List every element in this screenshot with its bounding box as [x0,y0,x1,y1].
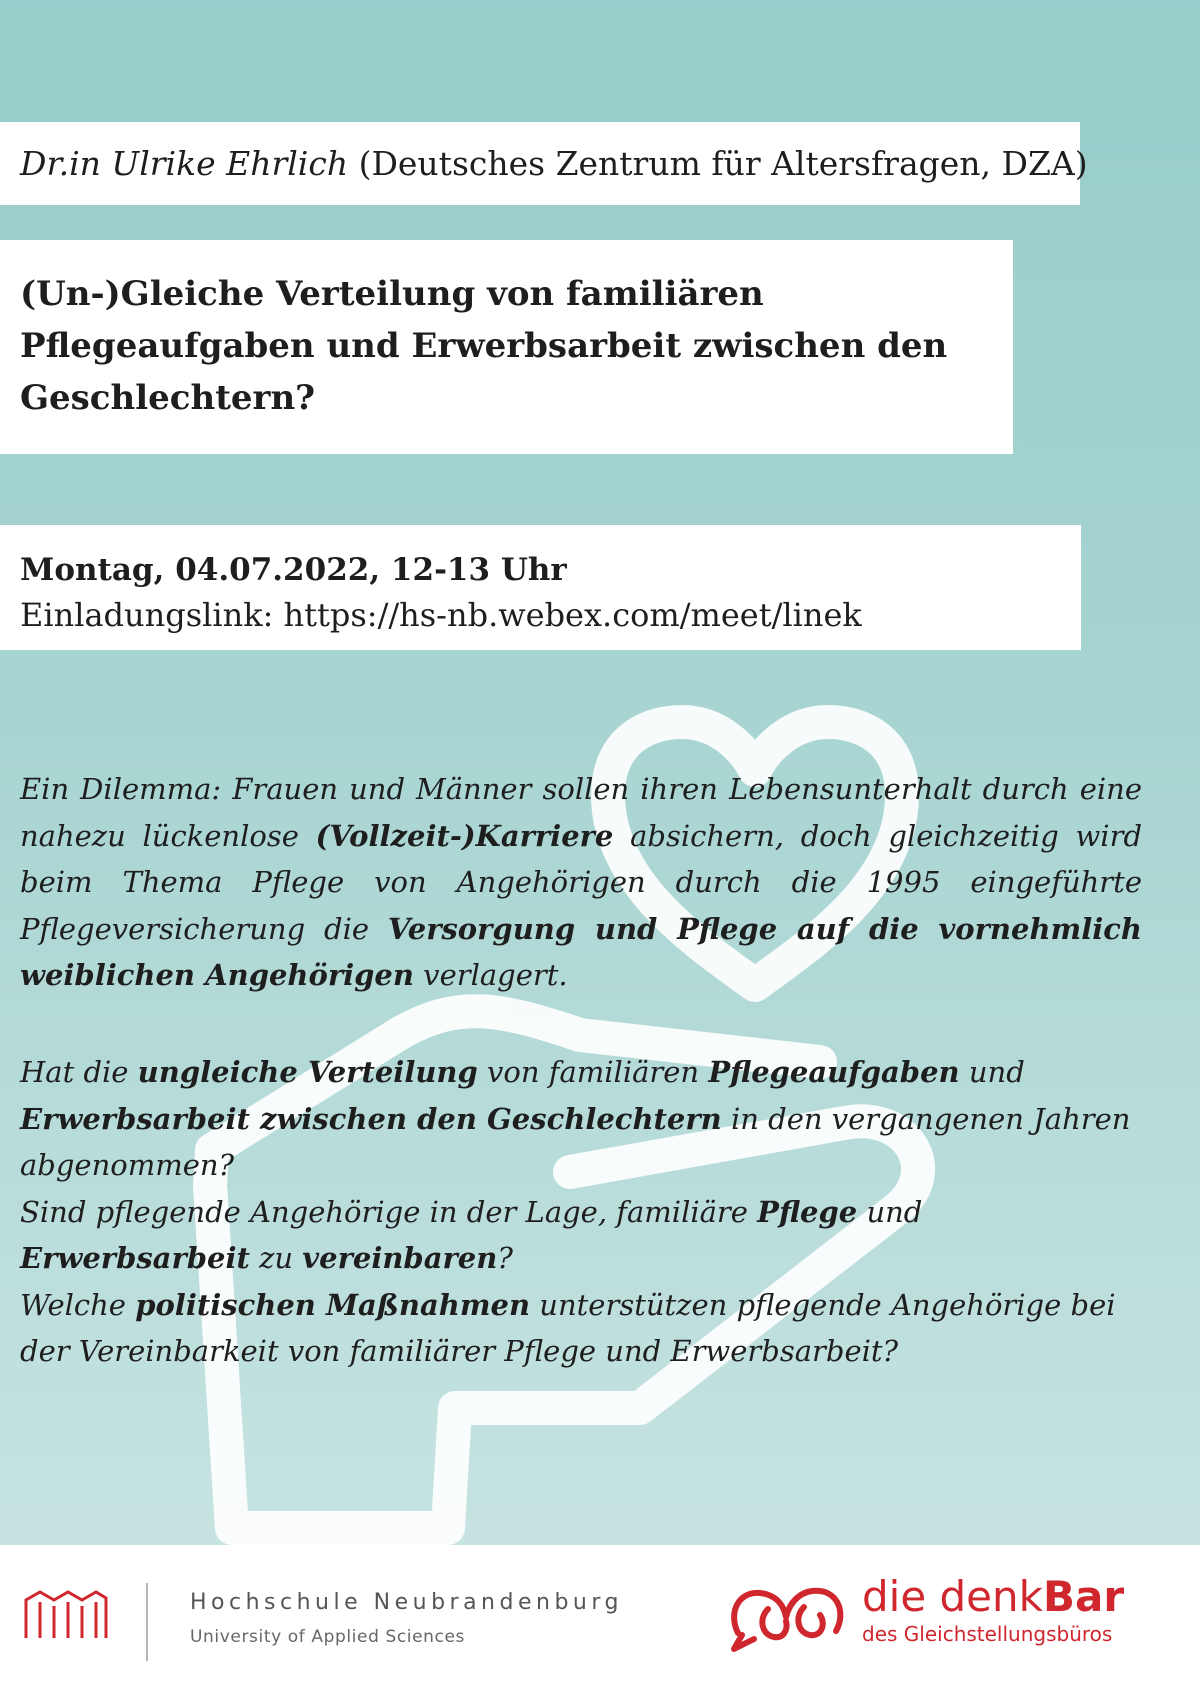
emphasis-text: Erwerbsarbeit [20,1241,250,1275]
invitation-link[interactable]: Einladungslink: https://hs-nb.webex.com/meet/linek [20,596,862,634]
body-text: Sind pflegende Angehörige in der Lage, familiäre [20,1194,758,1229]
emphasis-text: Erwerbsarbeit zwischen den Geschlechtern [20,1101,722,1136]
body-text: zu [249,1241,303,1275]
emphasis-text: politischen Maßnahmen [135,1287,531,1322]
emphasis-text: (Vollzeit-)Karriere [315,818,614,853]
body-text: ? [497,1241,513,1275]
speaker-affiliation: (Deutsches Zentrum für Altersfragen, DZA) [348,144,1088,183]
emphasis-text: vereinbaren [302,1241,498,1275]
emphasis-text: Pflegeaufgaben [708,1055,960,1089]
body-text: Welche [20,1287,136,1322]
denkbar-subtitle: des Gleichstellungsbüros [862,1622,1113,1646]
description-paragraph-1 [20,766,1142,999]
body-text: Hat die [20,1055,138,1089]
denkbar-name-bold: Bar [1042,1572,1125,1621]
body-text: in den vergangenen Jahren abgenommen? [20,1101,1131,1182]
university-subtitle: University of Applied Sciences [190,1627,466,1647]
university-name: Hochschule Neubrandenburg [190,1590,623,1615]
body-text: unterstützen pflegende Angehörige bei der Vereinbarkeit von familiärer Pflege und Erwerbsarbeit? [20,1287,1116,1368]
footer-divider [146,1583,148,1661]
questions-paragraph [20,1049,1142,1375]
page-title: (Un-)Gleiche Verteilung von familiären Pflegeaufgaben und Erwerbsarbeit zwischen den Geschlechtern? [20,274,948,418]
denkbar-logo-icon [728,1583,848,1653]
body-text: absichern, doch gleichzeitig wird beim Thema Pflege von Angehörigen durch die 1995 eingeführte Pflegeversicherung die [20,818,1143,946]
body-text: Ein Dilemma: Frauen und Männer sollen ihren Lebensunterhalt durch eine nahezu lückenlose [20,772,1142,853]
emphasis-text: Pflege [757,1194,858,1229]
emphasis-text: ungleiche Verteilung [137,1055,478,1089]
body-text: verlagert. [413,958,568,992]
denkbar-name [862,1572,1124,1622]
speaker-name: Dr.in Ulrike Ehrlich [20,144,349,183]
body-text: von familiären [477,1055,709,1089]
body-text: und [959,1055,1025,1089]
body-text: und [857,1194,923,1229]
event-datetime: Montag, 04.07.2022, 12-13 Uhr [20,552,567,588]
hochschule-logo-icon [24,1590,108,1640]
speaker-line [20,144,1088,184]
emphasis-text: Versorgung und Pflege auf die vornehmlich weiblichen Angehörigen [20,911,1143,992]
denkbar-name-regular: die denk [862,1572,1043,1621]
